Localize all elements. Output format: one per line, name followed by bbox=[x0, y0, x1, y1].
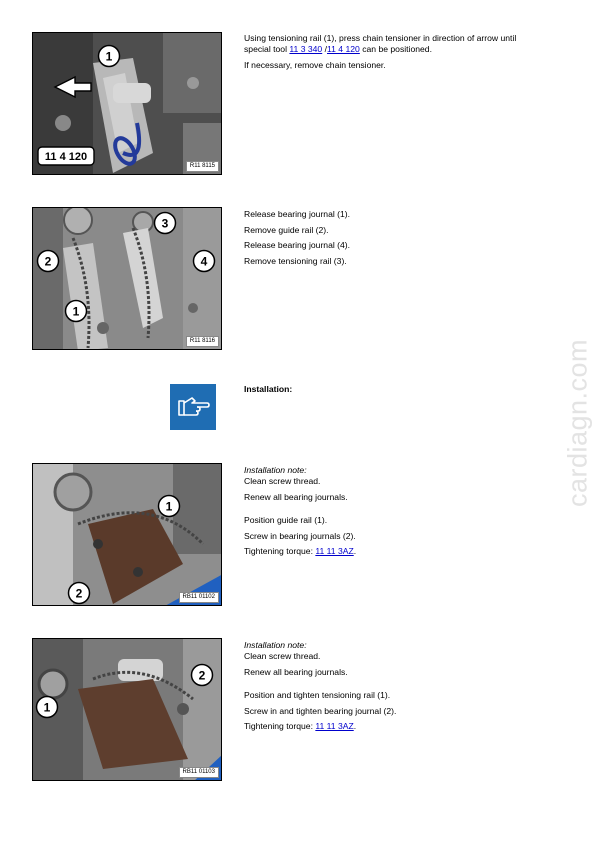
step3-text bbox=[244, 465, 564, 562]
svg-text:1: 1 bbox=[72, 304, 80, 319]
link-separator: / bbox=[322, 44, 327, 54]
torque-link[interactable]: 11 11 3AZ bbox=[315, 721, 354, 732]
step1-line3: If necessary, remove chain tensioner. bbox=[244, 59, 386, 70]
step1-line2-pre: special tool bbox=[244, 44, 290, 54]
step3-line: Clean screw thread. bbox=[244, 476, 321, 486]
step4-text bbox=[244, 640, 564, 737]
callout-2 bbox=[67, 581, 91, 605]
engine-photo-2 bbox=[33, 208, 222, 350]
svg-text:2: 2 bbox=[44, 254, 52, 269]
tool-link-11-3-340[interactable]: 11 3 340 bbox=[289, 44, 323, 54]
installation-note: Installation note: bbox=[244, 640, 307, 650]
tool-label-text: 11 4 120 bbox=[44, 151, 88, 163]
callout-1-label: 1 bbox=[105, 49, 113, 64]
engine-photo-3 bbox=[33, 464, 222, 606]
callout-3 bbox=[153, 211, 177, 235]
torque-line: Tightening torque: 11 11 3AZ. bbox=[244, 721, 357, 732]
step1-line1: Using tensioning rail (1), press chain tensioner in direction of arrow until bbox=[244, 33, 517, 43]
callout-1 bbox=[157, 494, 181, 518]
callout-1 bbox=[64, 299, 88, 323]
step2-line: Release bearing journal (4). bbox=[244, 240, 351, 251]
step4-line: Screw in and tighten bearing journal (2). bbox=[244, 705, 397, 716]
step4-line: Renew all bearing journals. bbox=[244, 666, 348, 677]
step2-text bbox=[244, 209, 564, 271]
figure-tensioning-rail-install bbox=[32, 638, 222, 781]
figure-ref: RB11 01103 bbox=[179, 767, 219, 778]
svg-text:1: 1 bbox=[43, 700, 51, 715]
svg-text:3: 3 bbox=[161, 216, 169, 231]
step2-line: Remove tensioning rail (3). bbox=[244, 255, 347, 266]
callout-2 bbox=[36, 249, 60, 273]
step2-line: Remove guide rail (2). bbox=[244, 224, 329, 235]
figure-ref: RB11 01102 bbox=[179, 592, 219, 603]
figure-chain-tensioner bbox=[32, 32, 222, 175]
watermark: cardiagn.com bbox=[562, 338, 593, 508]
step1-line2-post: can be positioned. bbox=[359, 44, 432, 54]
figure-ref: R11 8116 bbox=[186, 336, 219, 347]
callout-1 bbox=[97, 44, 121, 68]
installation-icon bbox=[170, 384, 216, 430]
step4-line: Clean screw thread. bbox=[244, 651, 321, 661]
step4-line: Position and tighten tensioning rail (1). bbox=[244, 690, 391, 701]
engine-photo-4 bbox=[33, 639, 222, 781]
step3-line: Screw in bearing journals (2). bbox=[244, 530, 356, 541]
svg-text:4: 4 bbox=[200, 254, 208, 269]
svg-text:2: 2 bbox=[75, 586, 83, 601]
tool-label-badge bbox=[37, 146, 97, 168]
callout-1 bbox=[35, 695, 59, 719]
figure-guide-rails bbox=[32, 207, 222, 350]
step2-line: Release bearing journal (1). bbox=[244, 209, 351, 219]
torque-line: Tightening torque: 11 11 3AZ. bbox=[244, 546, 357, 557]
hand-pointing-icon bbox=[170, 384, 216, 430]
callout-2 bbox=[190, 663, 214, 687]
step3-line: Renew all bearing journals. bbox=[244, 491, 348, 502]
tool-link-11-4-120[interactable]: 11 4 120 bbox=[327, 44, 360, 54]
step3-line: Position guide rail (1). bbox=[244, 515, 328, 526]
svg-text:1: 1 bbox=[165, 499, 173, 514]
svg-text:2: 2 bbox=[198, 668, 206, 683]
figure-ref: R11 8115 bbox=[186, 161, 219, 172]
callout-4 bbox=[192, 249, 216, 273]
direction-arrow-icon bbox=[53, 75, 93, 99]
installation-heading: Installation: bbox=[244, 384, 293, 394]
figure-guide-rail-install bbox=[32, 463, 222, 606]
installation-note: Installation note: bbox=[244, 465, 307, 475]
step1-text bbox=[244, 33, 564, 75]
torque-link[interactable]: 11 11 3AZ bbox=[315, 546, 354, 557]
